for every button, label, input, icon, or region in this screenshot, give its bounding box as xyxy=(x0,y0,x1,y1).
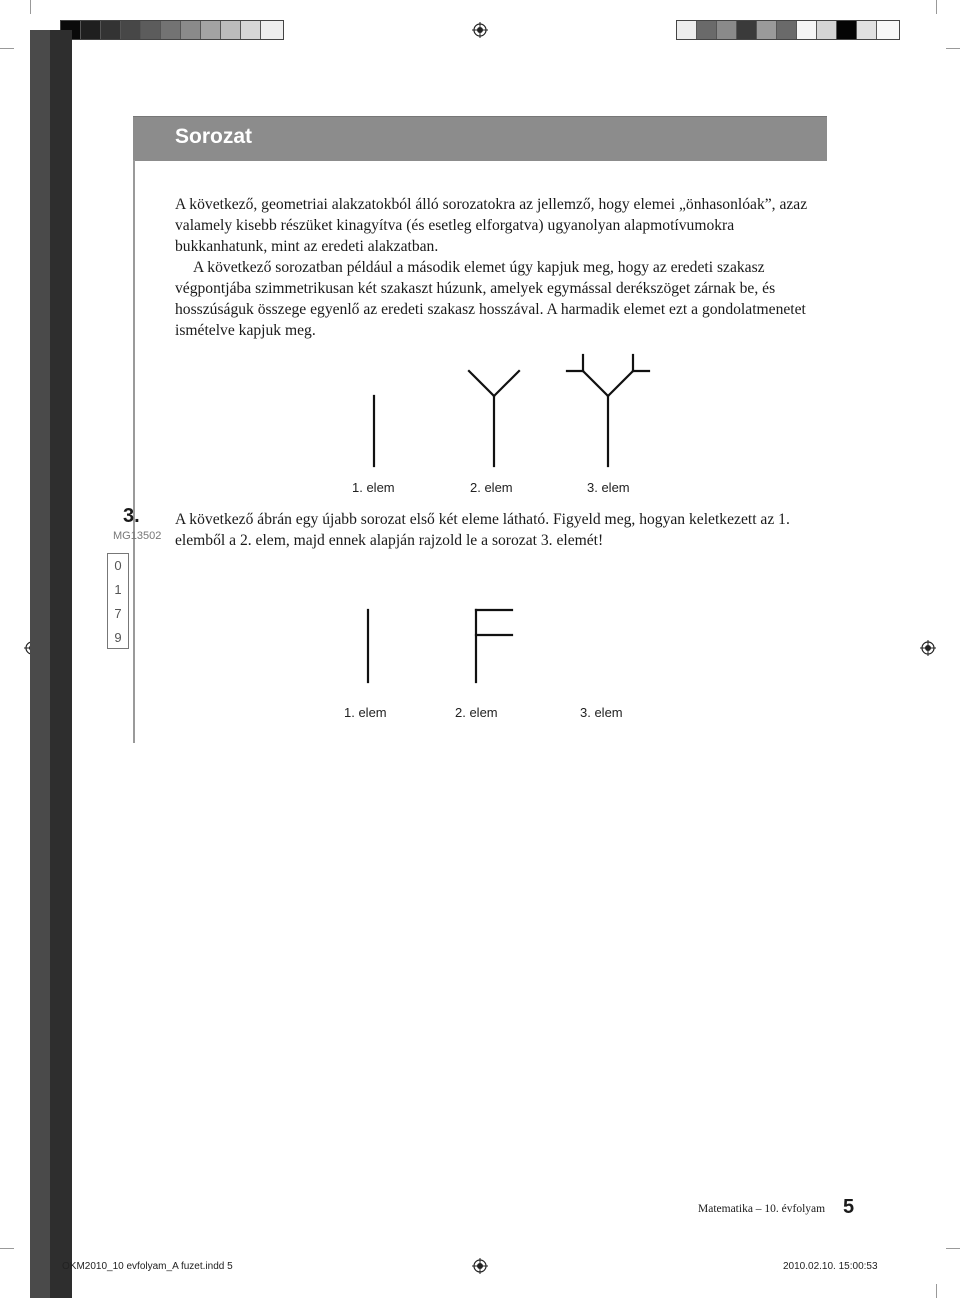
score-option: 9 xyxy=(114,630,122,645)
crop-mark xyxy=(936,1284,937,1298)
figure-sequence-1 xyxy=(340,350,670,470)
task-code: MG13502 xyxy=(113,530,162,542)
crop-mark xyxy=(0,1248,14,1249)
figure-label: 2. elem xyxy=(455,705,498,720)
intro-paragraph: A következő, geometriai alakzatokból álló sorozatokra az jellemző, hogy elemei „önhasonlóak”, azaz valamely kisebb részüket kinagyítva (és esetleg elforgatva) ugyanolyan alapmotívumokra bukkanhatunk, mint az eredeti alakzatban. xyxy=(175,196,808,255)
crop-mark xyxy=(0,48,14,49)
figure-label: 1. elem xyxy=(352,480,395,495)
footer-timestamp: 2010.02.10. 15:00:53 xyxy=(783,1261,878,1272)
intro-paragraph: A következő sorozatban például a második elemet úgy kapjuk meg, hogy az eredeti szakasz végpontjába szimmetrikusan két szakaszt húzunk, amelyek egymással derékszöget zárnak be, és hosszúságuk összege egyenlő az eredeti szakasz hosszával. A harmadik elemet ezt a gondolatmenetet ismételve kapjuk meg. xyxy=(175,259,806,339)
crop-mark xyxy=(946,1248,960,1249)
figure-label: 3. elem xyxy=(580,705,623,720)
score-option: 1 xyxy=(114,582,122,597)
crop-mark xyxy=(30,0,31,14)
color-bar-left xyxy=(60,20,284,40)
crop-mark xyxy=(936,0,937,14)
page-number: 5 xyxy=(843,1196,855,1218)
page-edge-band xyxy=(50,30,72,1298)
task-number: 3. xyxy=(123,505,140,527)
figure-label: 2. elem xyxy=(470,480,513,495)
figure-label: 1. elem xyxy=(344,705,387,720)
section-header xyxy=(133,116,827,161)
page-edge-band xyxy=(30,30,50,1298)
crop-mark xyxy=(946,48,960,49)
footer-filename: OKM2010_10 evfolyam_A fuzet.indd 5 xyxy=(62,1261,233,1272)
footer-subject: Matematika – 10. évfolyam xyxy=(698,1203,826,1215)
score-box xyxy=(107,553,129,649)
registration-mark-icon xyxy=(920,640,936,656)
color-bar-right xyxy=(676,20,900,40)
registration-mark-icon xyxy=(472,1258,488,1274)
figure-sequence-2 xyxy=(350,600,530,690)
margin-rule xyxy=(133,160,135,743)
score-option: 0 xyxy=(114,558,122,573)
registration-mark-icon xyxy=(472,22,488,38)
score-option: 7 xyxy=(114,606,122,621)
figure-label: 3. elem xyxy=(587,480,630,495)
section-title: Sorozat xyxy=(175,125,253,148)
task-text: A következő ábrán egy újabb sorozat első két eleme látható. Figyeld meg, hogyan keletkezett az 1. elemből a 2. elem, majd ennek alapján rajzold le a sorozat 3. elemét! xyxy=(175,511,790,549)
